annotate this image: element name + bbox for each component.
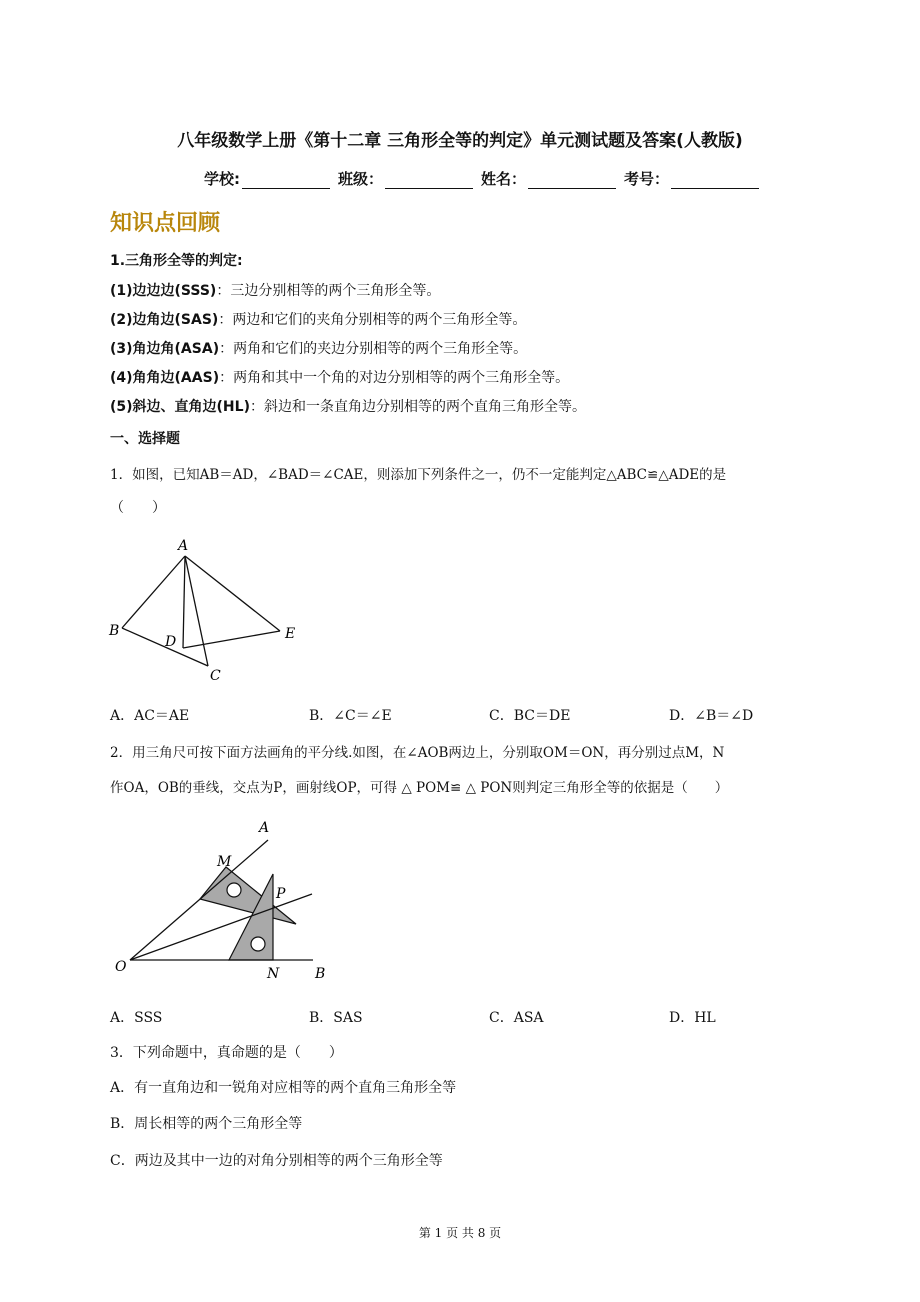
point-label-b: B [315,966,326,982]
segment-ac [185,556,208,666]
point-label-b: B [109,623,120,639]
point-label-m: M [217,854,232,870]
student-info-row [204,168,767,189]
section-title: 知识点回顾 [110,211,221,236]
class-label: 班级： [338,170,384,188]
q2-option-d[interactable]: D．HL [669,1010,716,1026]
segment-ab [122,556,185,628]
knowledge-item [110,280,440,300]
document-title: 八年级数学上册《第十二章 三角形全等的判定》单元测试题及答案(人教版) [177,131,743,151]
q2-stem-line1: 2．用三角尺可按下面方法画角的平分线.如图，在∠AOB两边上，分别取OM＝ON，再分别过点M，N [110,745,725,761]
knowledge-item [110,309,526,329]
knowledge-item-text: ：三边分别相等的两个三角形全等。 [216,283,441,299]
q2-option-b[interactable]: B．SAS [309,1010,363,1026]
q2-option-a[interactable]: A．SSS [110,1010,163,1026]
knowledge-item-label: (2)边角边(SAS) [110,312,219,328]
school-label: 学校: [204,170,240,188]
point-label-e: E [285,626,296,642]
q1-figure [104,532,304,687]
point-label-n: N [267,966,280,982]
set-square-upper-hole [227,883,241,897]
number-blank [671,172,759,189]
q1-option-c[interactable]: C．BC＝DE [489,708,571,724]
school-blank [242,172,330,189]
knowledge-item [110,367,569,387]
point-label-a: A [178,538,189,554]
q1-stem-line1: 1．如图，已知AB＝AD，∠BAD＝∠CAE，则添加下列条件之一，仍不一定能判定△ABC≌△ADE的是 [110,467,727,483]
q1-option-d[interactable]: D．∠B＝∠D [669,708,754,724]
q2-figure [108,812,338,987]
knowledge-item-text: ：两角和其中一个角的对边分别相等的两个三角形全等。 [219,370,570,386]
knowledge-item-label: (5)斜边、直角边(HL) [110,399,250,415]
segment-ae [185,556,280,631]
name-blank [528,172,616,189]
q3-option-c[interactable]: C．两边及其中一边的对角分别相等的两个三角形全等 [110,1153,443,1169]
knowledge-item-label: (1)边边边(SSS) [110,283,217,299]
point-label-p: P [276,886,286,902]
q1-stem-line2: （ ） [110,500,166,516]
set-square-lower-hole [251,937,265,951]
q2-stem-line2: 作OA，OB的垂线，交点为P，画射线OP，可得 △ POM≌ △ PON则判定三角形全等的依据是（ ） [110,780,729,796]
choice-heading: 一、选择题 [110,431,180,447]
number-label: 考号： [624,170,670,188]
point-label-d: D [165,634,177,650]
class-blank [385,172,473,189]
point-label-c: C [210,668,221,684]
segment-de [183,631,280,648]
knowledge-item-label: (3)角边角(ASA) [110,341,220,357]
q2-option-c[interactable]: C．ASA [489,1010,544,1026]
name-label: 姓名： [481,170,527,188]
q3-option-b[interactable]: B．周长相等的两个三角形全等 [110,1116,303,1132]
knowledge-item-text: ：斜边和一条直角边分别相等的两个直角三角形全等。 [249,399,586,415]
knowledge-item-label: (4)角角边(AAS) [110,370,220,386]
knowledge-heading: 1.三角形全等的判定: [110,253,243,269]
page-footer: 第 1 页 共 8 页 [418,1226,502,1240]
knowledge-item [110,338,527,358]
knowledge-item [110,396,586,416]
q1-option-a[interactable]: A．AC＝AE [110,708,190,724]
knowledge-item-text: ：两角和它们的夹边分别相等的两个三角形全等。 [219,341,528,357]
point-label-o: O [115,959,127,975]
q3-option-a[interactable]: A．有一直角边和一锐角对应相等的两个直角三角形全等 [110,1080,457,1096]
point-label-a: A [259,820,270,836]
q1-option-b[interactable]: B．∠C＝∠E [309,708,392,724]
knowledge-item-text: ：两边和它们的夹角分别相等的两个三角形全等。 [218,312,527,328]
q3-stem: 3．下列命题中，真命题的是（ ） [110,1045,343,1061]
segment-ad [183,556,185,648]
